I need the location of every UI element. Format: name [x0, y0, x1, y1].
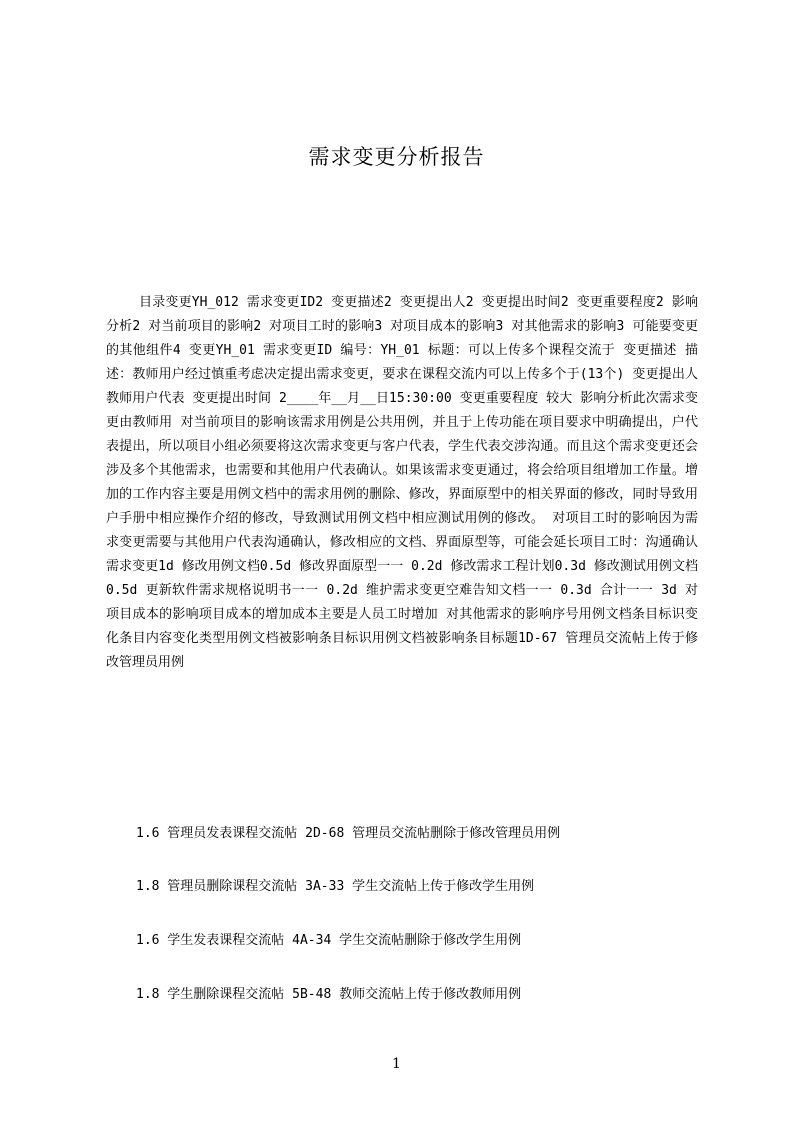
list-item: 1.6 学生发表课程交流帖 4A-34 学生交流帖删除于修改学生用例 — [136, 933, 522, 948]
page-title: 需求变更分析报告 — [308, 145, 485, 169]
page-number: 1 — [392, 1056, 401, 1072]
list-item: 1.6 管理员发表课程交流帖 2D-68 管理员交流帖删除于修改管理员用例 — [136, 826, 561, 841]
list-item: 1.8 管理员删除课程交流帖 3A-33 学生交流帖上传于修改学生用例 — [136, 879, 535, 894]
list-item: 1.8 学生删除课程交流帖 5B-48 教师交流帖上传于修改教师用例 — [136, 987, 522, 1002]
body-paragraph: 目录变更YH_012 需求变更ID2 变更描述2 变更提出人2 变更提出时间2 变更重要程度2 影响分析2 对当前项目的影响2 对项目工时的影响3 对项目成本的影响3 对其他需求的影响3 可能要变更的其他组件4 变更YH_01 需求变更ID 编号：YH_01 标题：可以上传多个课程交流于 变更描述 描述：教师用户经过慎重考虑决定提出需求变更，要求在课程交流内可以上传多个于(13个) 变更提出人 教师用户代表 变更提出时间 2____年__月__日15:30:00 变更重要程度 较大 影响分析此次需求变更由教师用 对当前项目的影响该需求用例是公共用例，并且于上传功能在项目要求中明确提出，户代表提出，所以项目小组必须要将这次需求变更与客户代表，学生代表交涉沟通。而且这个需求变更还会涉及多个其他需求，也需要和其他用户代表确认。如果该需求变更通过，将会给项目组增加工作量。增加的工作内容主要是用例文档中的需求用例的删除、修改，界面原型中的相关界面的修改，同时导致用户手册中相应操作介绍的修改，导致测试用例文档中相应测试用例的修改。 对项目工时的影响因为需求变更需要与其他用户代表沟通确认，修改相应的文档、界面原型等，可能会延长项目工时：沟通确认需求变更1d 修改用例文档0.5d 修改界面原型一一 0.2d 修改需求工程计划0.3d 修改测试用例文档0.5d 更新软件需求规格说明书一一 0.2d 维护需求变更空难告知文档一一 0.3d 合计一一 3d 对项目成本的影响项目成本的增加成本主要是人员工时增加 对其他需求的影响序号用例文档条目标识变化条目内容变化类型用例文档被影响条目标识用例文档被影响条目标题1D-67 管理员交流帖上传于修改管理员用例 — [106, 295, 698, 670]
